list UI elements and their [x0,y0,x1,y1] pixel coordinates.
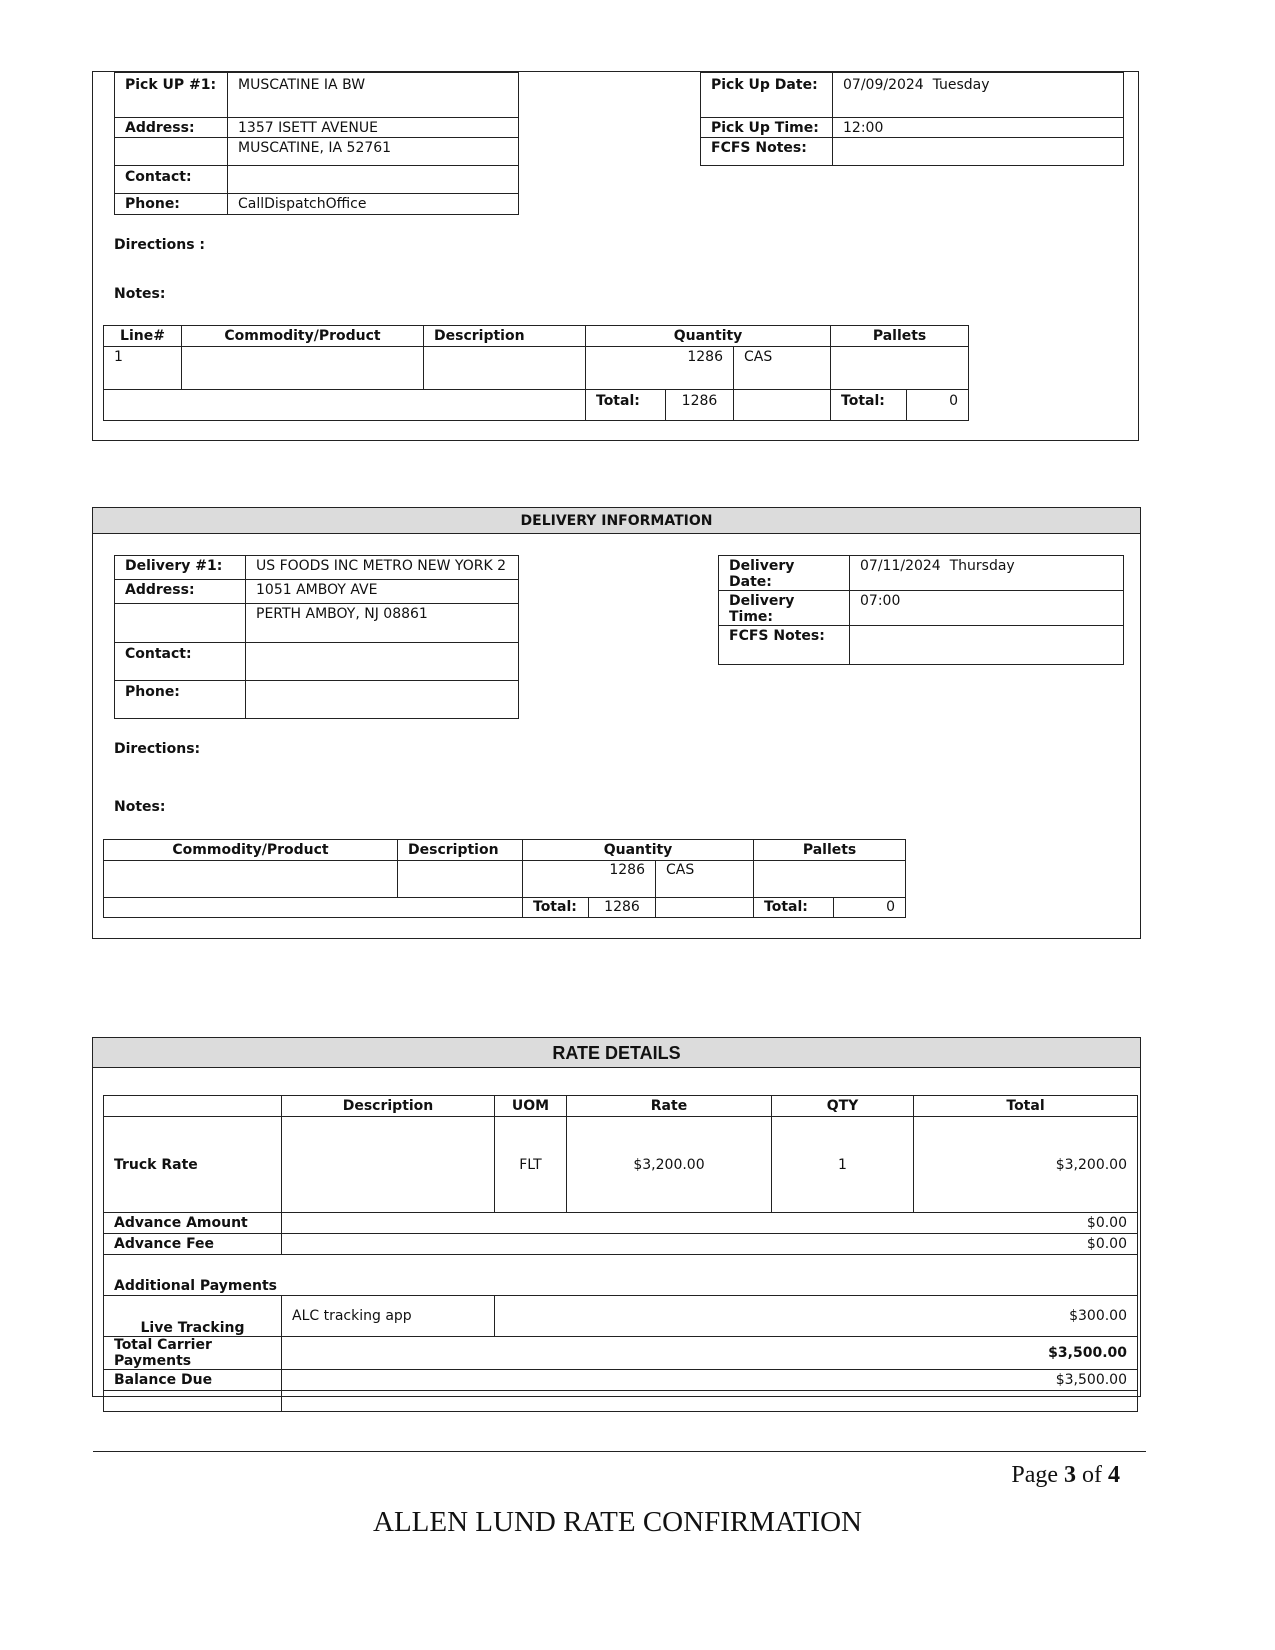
rate-details-title: RATE DETAILS [93,1038,1140,1068]
pickup-date-value: 07/09/2024 Tuesday [833,73,1124,118]
advance-amount-label: Advance Amount [104,1213,282,1234]
pickup-col-quantity: Quantity [586,326,831,347]
delivery-address-line2: PERTH AMBOY, NJ 08861 [246,604,519,643]
pickup-address-label: Address: [115,118,228,138]
page-prefix: Page [1011,1462,1064,1488]
delivery-date-label: Delivery Date: [719,556,850,591]
pickup-date-table [700,72,1124,166]
delivery-address-line1: 1051 AMBOY AVE [246,580,519,604]
pickup-col-pallets: Pallets [831,326,969,347]
delivery-total-qty: 1286 [589,898,656,918]
delivery-name: US FOODS INC METRO NEW YORK 2 [246,556,519,580]
balance-due-label: Balance Due [104,1370,282,1391]
pickup-phone-label: Phone: [115,194,228,215]
delivery-time-label: Delivery Time: [719,591,850,626]
delivery-commodity-table [103,839,906,918]
rate-col-rate: Rate [567,1096,772,1117]
pickup-row-commodity [182,347,424,390]
rate-col-total: Total [914,1096,1138,1117]
truck-rate-label: Truck Rate [104,1117,282,1213]
delivery-total-label: Total: [523,898,589,918]
pickup-col-description: Description [424,326,586,347]
pickup-info-table [114,72,519,215]
pickup-pallets-total-label: Total: [831,390,907,421]
page-of: of [1076,1462,1108,1488]
pickup-total-label: Total: [586,390,666,421]
delivery-notes-label: Notes: [114,799,166,815]
pickup-col-commodity: Commodity/Product [182,326,424,347]
pickup-phone-value: CallDispatchOffice [228,194,519,215]
total-carrier-label: Total Carrier Payments [104,1337,282,1370]
truck-rate-rate: $3,200.00 [567,1117,772,1213]
pickup-address-line2: MUSCATINE, IA 52761 [228,138,519,166]
live-tracking-description: ALC tracking app [282,1296,495,1337]
delivery-col-commodity: Commodity/Product [104,840,398,861]
truck-rate-qty: 1 [772,1117,914,1213]
additional-payments-label: Additional Payments [104,1255,1138,1296]
rate-details-table [103,1095,1138,1412]
total-carrier-value: $3,500.00 [282,1337,1138,1370]
page-current: 3 [1064,1462,1076,1488]
pickup-total-qty: 1286 [666,390,734,421]
pickup-col-line: Line# [104,326,182,347]
pickup-row-unit: CAS [734,347,831,390]
delivery-row-unit: CAS [656,861,754,898]
pickup-address-line1: 1357 ISETT AVENUE [228,118,519,138]
pickup-fcfs-value [833,138,1124,166]
pickup-fcfs-label: FCFS Notes: [701,138,833,166]
delivery-row-qty: 1286 [523,861,656,898]
advance-fee-value: $0.00 [282,1234,1138,1255]
delivery-section-title: DELIVERY INFORMATION [93,508,1140,534]
delivery-date-value: 07/11/2024 Thursday [850,556,1124,591]
page-number [1011,1462,1120,1489]
advance-fee-label: Advance Fee [104,1234,282,1255]
pickup-label: Pick UP #1: [115,73,228,118]
delivery-info-table [114,555,519,719]
pickup-time-label: Pick Up Time: [701,118,833,138]
delivery-phone-label: Phone: [115,681,246,719]
delivery-label: Delivery #1: [115,556,246,580]
delivery-time-value: 07:00 [850,591,1124,626]
live-tracking-value: $300.00 [495,1296,1138,1337]
pickup-notes-label: Notes: [114,286,166,302]
page-total: 4 [1108,1462,1120,1488]
delivery-date-table [718,555,1124,665]
pickup-name: MUSCATINE IA BW [228,73,519,118]
pickup-date-label: Pick Up Date: [701,73,833,118]
pickup-row-description [424,347,586,390]
pickup-contact-label: Contact: [115,166,228,194]
truck-rate-total: $3,200.00 [914,1117,1138,1213]
footer-divider [93,1451,1146,1452]
truck-rate-uom: FLT [495,1117,567,1213]
advance-amount-value: $0.00 [282,1213,1138,1234]
rate-col-uom: UOM [495,1096,567,1117]
delivery-col-description: Description [398,840,523,861]
delivery-col-quantity: Quantity [523,840,754,861]
delivery-address-label: Address: [115,580,246,604]
pickup-pallets-total: 0 [907,390,969,421]
delivery-pallets-total: 0 [834,898,906,918]
delivery-pallets-total-label: Total: [754,898,834,918]
rate-col-qty: QTY [772,1096,914,1117]
truck-rate-description [282,1117,495,1213]
delivery-fcfs-label: FCFS Notes: [719,626,850,665]
delivery-col-pallets: Pallets [754,840,906,861]
live-tracking-label: Live Tracking [104,1296,282,1337]
delivery-directions-label: Directions: [114,741,201,757]
pickup-row-line: 1 [104,347,182,390]
pickup-commodity-table [103,325,969,421]
pickup-contact-value [228,166,519,194]
rate-col-description: Description [282,1096,495,1117]
pickup-row-qty: 1286 [586,347,734,390]
delivery-contact-label: Contact: [115,643,246,681]
pickup-row-pallets [831,347,969,390]
pickup-directions-label: Directions : [114,237,205,253]
pickup-time-value: 12:00 [833,118,1124,138]
document-title: ALLEN LUND RATE CONFIRMATION [373,1506,862,1538]
balance-due-value: $3,500.00 [282,1370,1138,1391]
